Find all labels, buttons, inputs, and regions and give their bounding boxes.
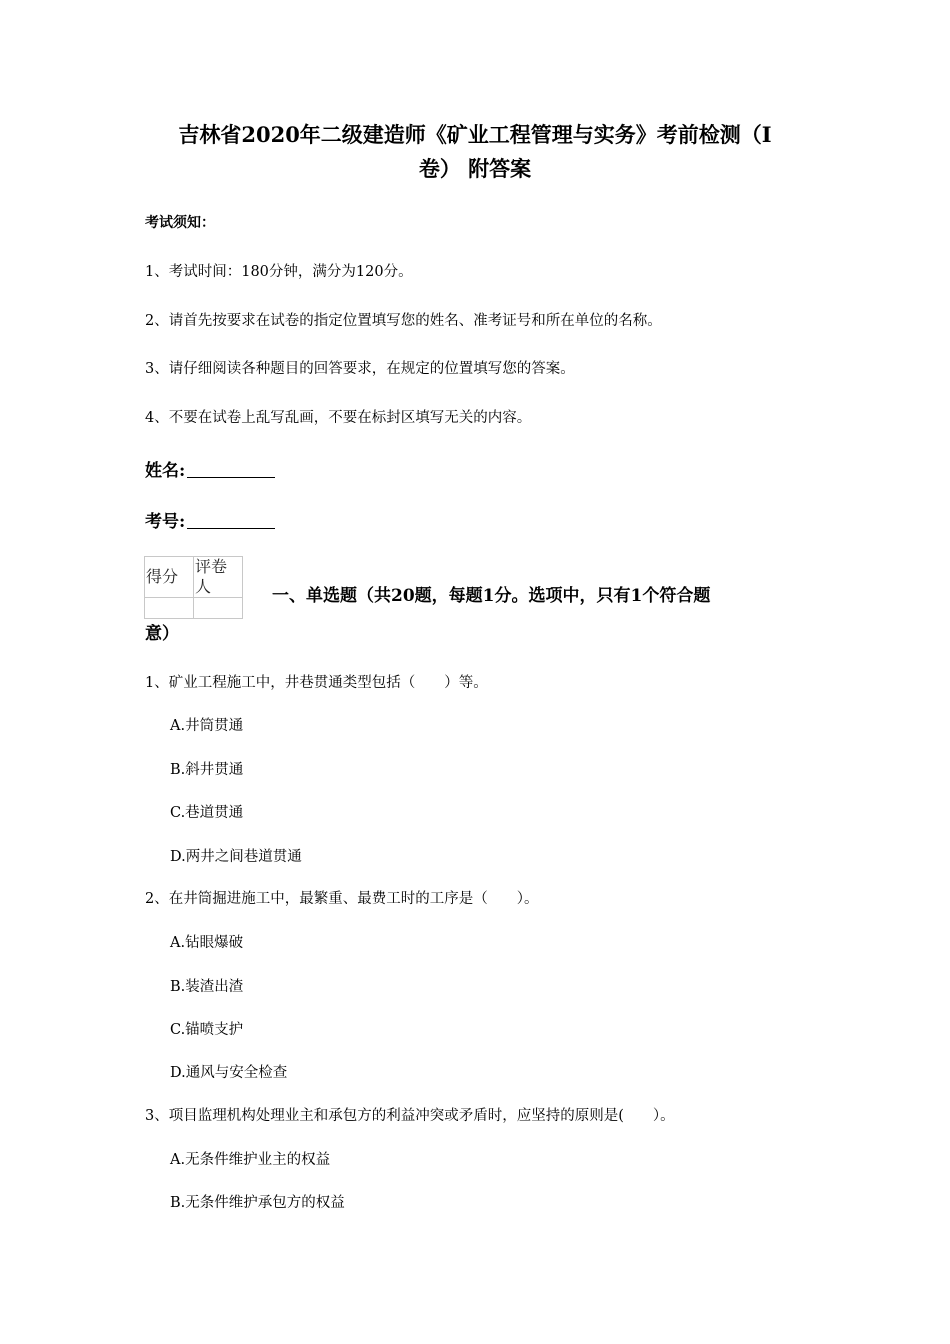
grader-header-cell: 评卷人 bbox=[194, 557, 243, 598]
title-line-2: 卷） 附答案 bbox=[418, 156, 532, 181]
document-title bbox=[140, 118, 810, 186]
question-1-option-d: D.两井之间巷道贯通 bbox=[170, 849, 302, 865]
id-label: 考号: bbox=[145, 512, 186, 532]
question-2-stem: 2、在井筒掘进施工中，最繁重、最费工时的工序是（ ）。 bbox=[145, 891, 539, 907]
question-2-option-c: C.锚喷支护 bbox=[170, 1022, 244, 1038]
question-1-option-b: B.斜井贯通 bbox=[170, 762, 244, 778]
id-blank bbox=[187, 512, 275, 529]
rule-2: 2、请首先按要求在试卷的指定位置填写您的姓名、准考证号和所在单位的名称。 bbox=[145, 313, 662, 329]
question-3-stem: 3、项目监理机构处理业主和承包方的利益冲突或矛盾时，应坚持的原则是( ）。 bbox=[145, 1108, 675, 1124]
rule-1: 1、考试时间：180分钟，满分为120分。 bbox=[145, 264, 413, 280]
score-header-cell: 得分 bbox=[145, 557, 194, 598]
notice-heading: 考试须知： bbox=[145, 215, 215, 231]
question-3-option-b: B.无条件维护承包方的权益 bbox=[170, 1195, 345, 1211]
score-value-cell bbox=[145, 598, 194, 619]
name-label: 姓名: bbox=[145, 461, 186, 481]
question-1-option-a: A.井筒贯通 bbox=[170, 718, 244, 734]
grader-value-cell bbox=[194, 598, 243, 619]
question-2-option-b: B.装渣出渣 bbox=[170, 979, 244, 995]
question-1-stem: 1、矿业工程施工中，井巷贯通类型包括（ ）等。 bbox=[145, 675, 488, 691]
question-1-option-c: C.巷道贯通 bbox=[170, 805, 244, 821]
id-field bbox=[145, 507, 275, 532]
score-table bbox=[144, 556, 243, 619]
name-blank bbox=[187, 461, 275, 478]
question-2-option-d: D.通风与安全检查 bbox=[170, 1065, 288, 1081]
rule-3: 3、请仔细阅读各种题目的回答要求，在规定的位置填写您的答案。 bbox=[145, 361, 575, 377]
section-title-line-1: 一、单选题（共20题，每题1分。选项中，只有1个符合题 bbox=[272, 586, 711, 606]
name-field bbox=[145, 456, 275, 481]
title-line-1: 吉林省2020年二级建造师《矿业工程管理与实务》考前检测（I bbox=[178, 122, 772, 147]
rule-4: 4、不要在试卷上乱写乱画，不要在标封区填写无关的内容。 bbox=[145, 410, 532, 426]
question-3-option-a: A.无条件维护业主的权益 bbox=[170, 1152, 331, 1168]
section-title-line-2: 意） bbox=[145, 624, 179, 644]
question-2-option-a: A.钻眼爆破 bbox=[170, 935, 244, 951]
